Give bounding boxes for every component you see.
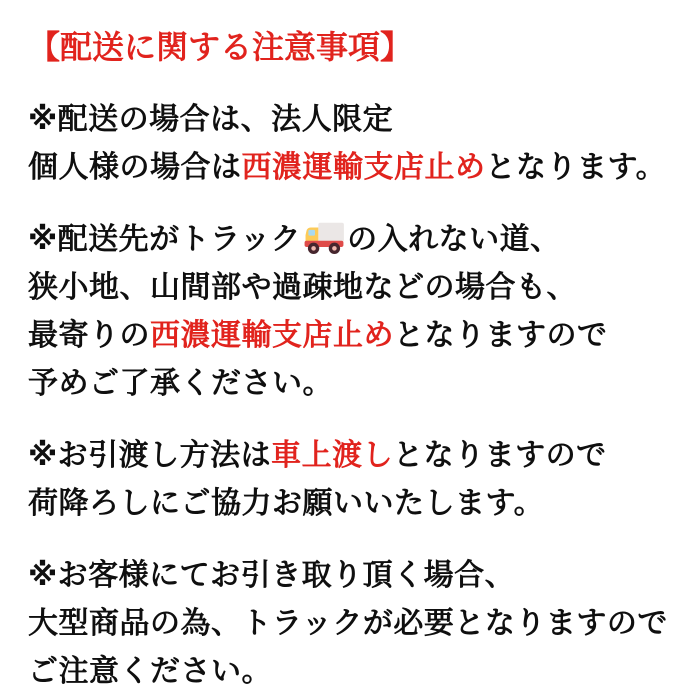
notice-title: 【配送に関する注意事項】 [28, 29, 413, 65]
text-segment: ※お客様にてお引き取り頂く場合、 [28, 559, 516, 592]
text-segment: の入れない道、 [347, 223, 561, 256]
paragraph-customer-pickup [28, 552, 688, 696]
red-highlight-seino-branch-hold: 西濃運輸支店止め [241, 151, 486, 184]
text-segment: ※お引渡し方法は [28, 439, 272, 472]
notice-line [28, 312, 688, 360]
notice-line [28, 216, 688, 264]
text-segment: 狭小地、山間部や過疎地などの場合も、 [28, 271, 577, 304]
paragraph-corporate-only [28, 96, 688, 192]
paragraph-handover-method [28, 432, 688, 528]
notice-line [28, 648, 688, 696]
text-segment: ご注意ください。 [28, 655, 272, 688]
text-segment: 予めご了承ください。 [28, 367, 333, 400]
text-segment: となりますので [394, 319, 608, 352]
red-highlight-seino-branch-hold: 西濃運輸支店止め [150, 319, 394, 352]
text-segment: ※配送の場合は、法人限定 [28, 103, 394, 136]
notice-line [28, 600, 688, 648]
text-segment: 荷降ろしにご協力お願いいたします。 [28, 487, 545, 520]
notice-line [28, 144, 688, 192]
text-segment: 個人様の場合は [28, 151, 242, 184]
text-segment: 大型商品の為、トラックが必要となりますので [28, 607, 668, 640]
notice-line [28, 96, 688, 144]
notice-line [28, 552, 688, 600]
notice-line [28, 360, 688, 408]
paragraph-truck-access [28, 216, 688, 408]
text-segment: となります。 [485, 151, 667, 184]
text-segment: ※配送先がトラック [28, 223, 302, 256]
notice-line [28, 432, 688, 480]
red-highlight-tailgate-delivery: 車上渡し [271, 439, 394, 472]
text-segment: 最寄りの [28, 319, 150, 352]
notice-line [28, 480, 688, 528]
delivery-truck-icon [303, 219, 345, 255]
notice-line [28, 264, 688, 312]
text-segment: となりますので [393, 439, 607, 472]
